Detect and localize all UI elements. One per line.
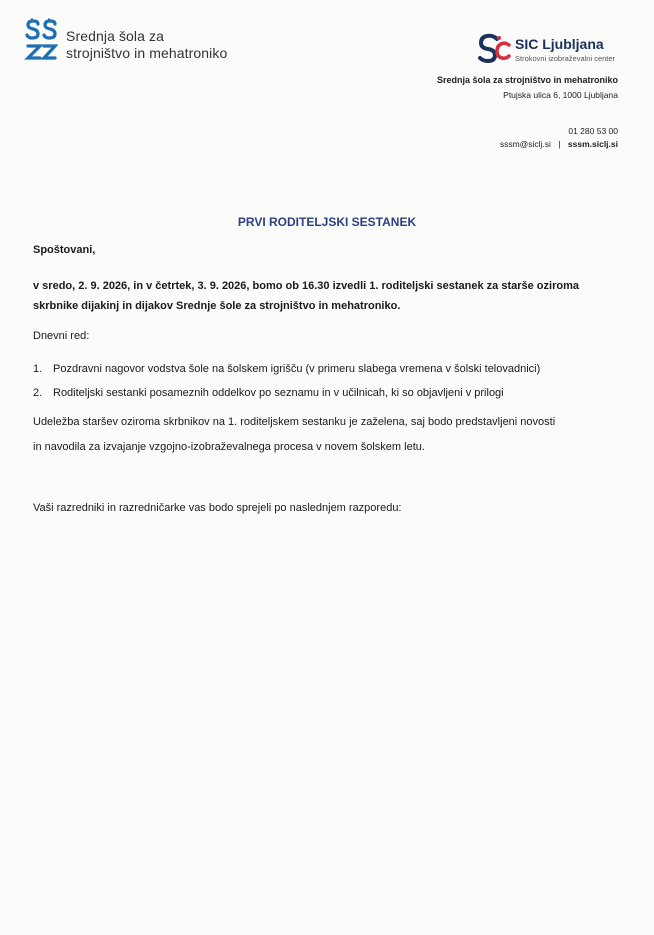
phone: 01 280 53 00 bbox=[568, 126, 618, 136]
intro-line-2: skrbnike dijakinj in dijakov Srednje šole za strojništvo in mehatroniko. bbox=[33, 300, 401, 312]
org-name: Srednja šola za strojništvo in mehatroniko bbox=[436, 75, 618, 85]
school-name-line2: strojništvo in mehatroniko bbox=[66, 45, 228, 61]
page-title: PRVI RODITELJSKI SESTANEK bbox=[237, 215, 417, 229]
agenda-item-2-text: Roditeljski sestanki posameznih oddelkov po seznamu in v učilnicah, ki so objavljeni v prilogi bbox=[53, 387, 504, 399]
contact-line bbox=[500, 139, 618, 149]
sic-logo-icon bbox=[477, 33, 511, 65]
school-name-line1: Srednja šola za bbox=[66, 28, 165, 44]
sic-title: SIC Ljubljana bbox=[515, 36, 604, 52]
sic-subtitle: Strokovni izobraževalni center bbox=[515, 54, 616, 63]
agenda-label: Dnevni red: bbox=[33, 330, 90, 342]
agenda-item-2-number: 2. bbox=[33, 387, 43, 399]
closing-line: Vaši razredniki in razredničarke vas bodo sprejeli po naslednjem razporedu: bbox=[33, 502, 402, 514]
agenda-item-1-text: Pozdravni nagovor vodstva šole na šolskem igrišču (v primeru slabega vremena v šolski telovadnici) bbox=[53, 363, 541, 375]
intro-line-1: v sredo, 2. 9. 2026, in v četrtek, 3. 9. 2026, bomo ob 16.30 izvedli 1. roditeljski sestanek za starše oziroma bbox=[33, 280, 579, 292]
attendance-line-1: Udeležba staršev oziroma skrbnikov na 1. roditeljskem sestanku je zaželena, saj bodo predstavljeni novosti bbox=[33, 416, 556, 428]
attendance-line-2: in navodila za izvajanje vzgojno-izobraževalnega procesa v novem šolskem letu. bbox=[33, 441, 425, 453]
street-address: Ptujska ulica 6, 1000 Ljubljana bbox=[503, 90, 618, 100]
separator: | bbox=[558, 139, 561, 149]
school-name bbox=[66, 28, 227, 62]
website-link[interactable]: sssm.siclj.si bbox=[567, 139, 618, 149]
email-link[interactable]: sssm@siclj.si bbox=[499, 139, 551, 149]
agenda-item-1-number: 1. bbox=[33, 363, 43, 375]
ssm-logo-icon bbox=[24, 18, 58, 62]
salutation: Spoštovani, bbox=[33, 244, 96, 256]
